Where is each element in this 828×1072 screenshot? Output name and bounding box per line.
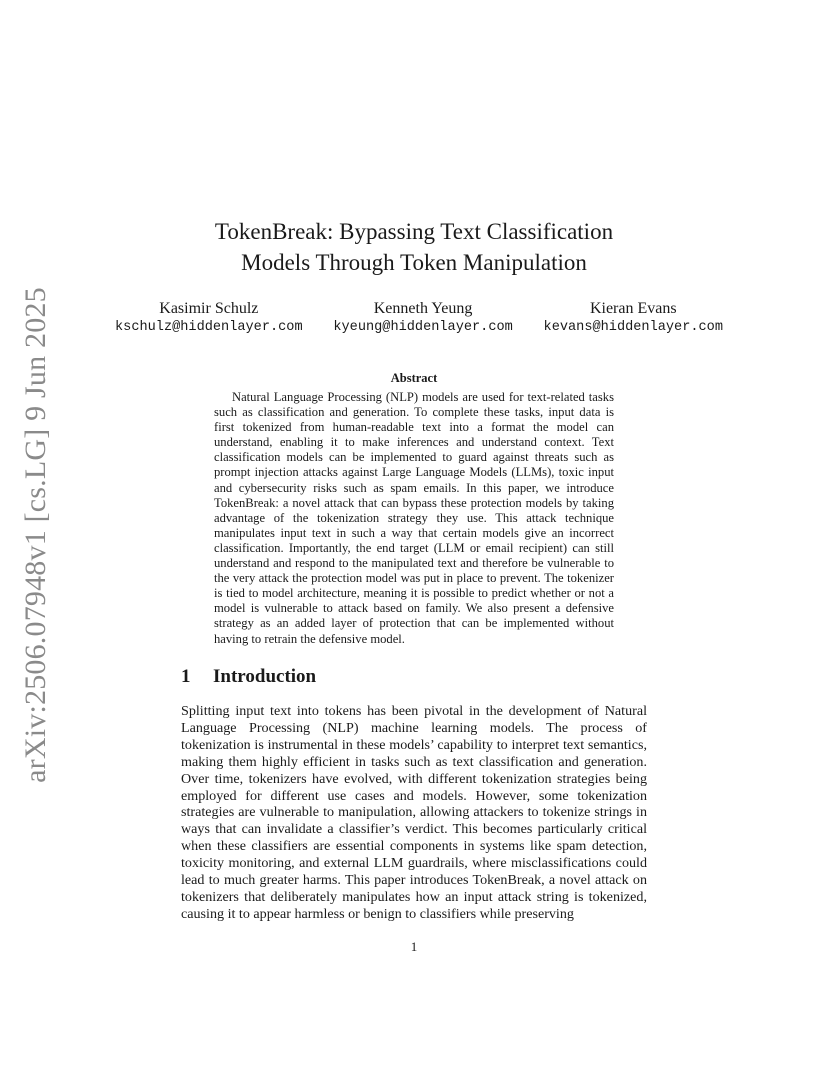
arxiv-identifier-text: arXiv:2506.07948v1 [cs.LG] 9 Jun 2025 [19,287,52,783]
author-block [115,299,723,337]
abstract-heading: Abstract [390,371,438,385]
paper-title [150,216,678,278]
section-number: 1 [181,666,191,687]
arxiv-identifier-stamp [18,287,54,783]
page-number: 1 [410,939,418,954]
author-email: kevans@hiddenlayer.com [543,320,723,335]
author-name: Kenneth Yeung [373,300,473,317]
author-name: Kieran Evans [589,300,677,317]
author-2 [333,299,512,337]
author-1 [115,299,303,337]
section-heading-introduction [181,666,316,688]
paper-title-line-2: Models Through Token Manipulation [241,250,587,275]
paper-title-line-1: TokenBreak: Bypassing Text Classification [214,219,614,244]
author-email: kyeung@hiddenlayer.com [333,320,513,335]
introduction-text: Splitting input text into tokens has been pivotal in the development of Natural Language Processing (NLP) machine learning models. The process of tokenization is instrumental in these models’ capability to interpret text semantics, making them highly efficient in tasks such as text classification and generation. Over time, tokenizers have evolved, with different tokenization strategies being employed for different use cases and models. However, some tokenization strategies are vulnerable to manipulation, allowing attackers to tokenize strings in ways that can invalidate a classifier’s verdict. This becomes particularly critical when these classifiers are essential components in systems like spam detection, toxicity monitoring, and external LLM guardrails, where misclassifications could lead to much greater harms. This paper introduces TokenBreak, a novel attack on tokenizers that deliberately manipulates how an input attack string is tokenized, causing it to appear harmless or benign to classifiers while preserving [181,703,647,922]
abstract-text: Natural Language Processing (NLP) models are used for text-related tasks such as classification and generation. To complete these tasks, input data is first tokenized from human-readable text into a format the model can understand, enabling it to make inferences and understand context. Text classification models can be implemented to guard against threats such as prompt injection attacks against Large Language Models (LLMs), toxic input and cybersecurity risks such as spam emails. In this paper, we introduce TokenBreak: a novel attack that can bypass these protection models by taking advantage of the tokenization strategy they use. This attack technique manipulates input text in such a way that certain models give an incorrect classification. Importantly, the end target (LLM or email recipient) can still understand and respond to the manipulated text and therefore be vulnerable to the very attack the protection model was put in place to prevent. The tokenizer is tied to model architecture, meaning it is possible to predict whether or not a model is vulnerable to attack based on family. We also present a defensive strategy as an added layer of protection that can be implemented without having to retrain the defensive model. [214,390,614,646]
author-email: kschulz@hiddenlayer.com [115,320,303,335]
section-title: Introduction [213,666,317,687]
author-name: Kasimir Schulz [159,300,259,317]
author-3 [544,299,723,337]
